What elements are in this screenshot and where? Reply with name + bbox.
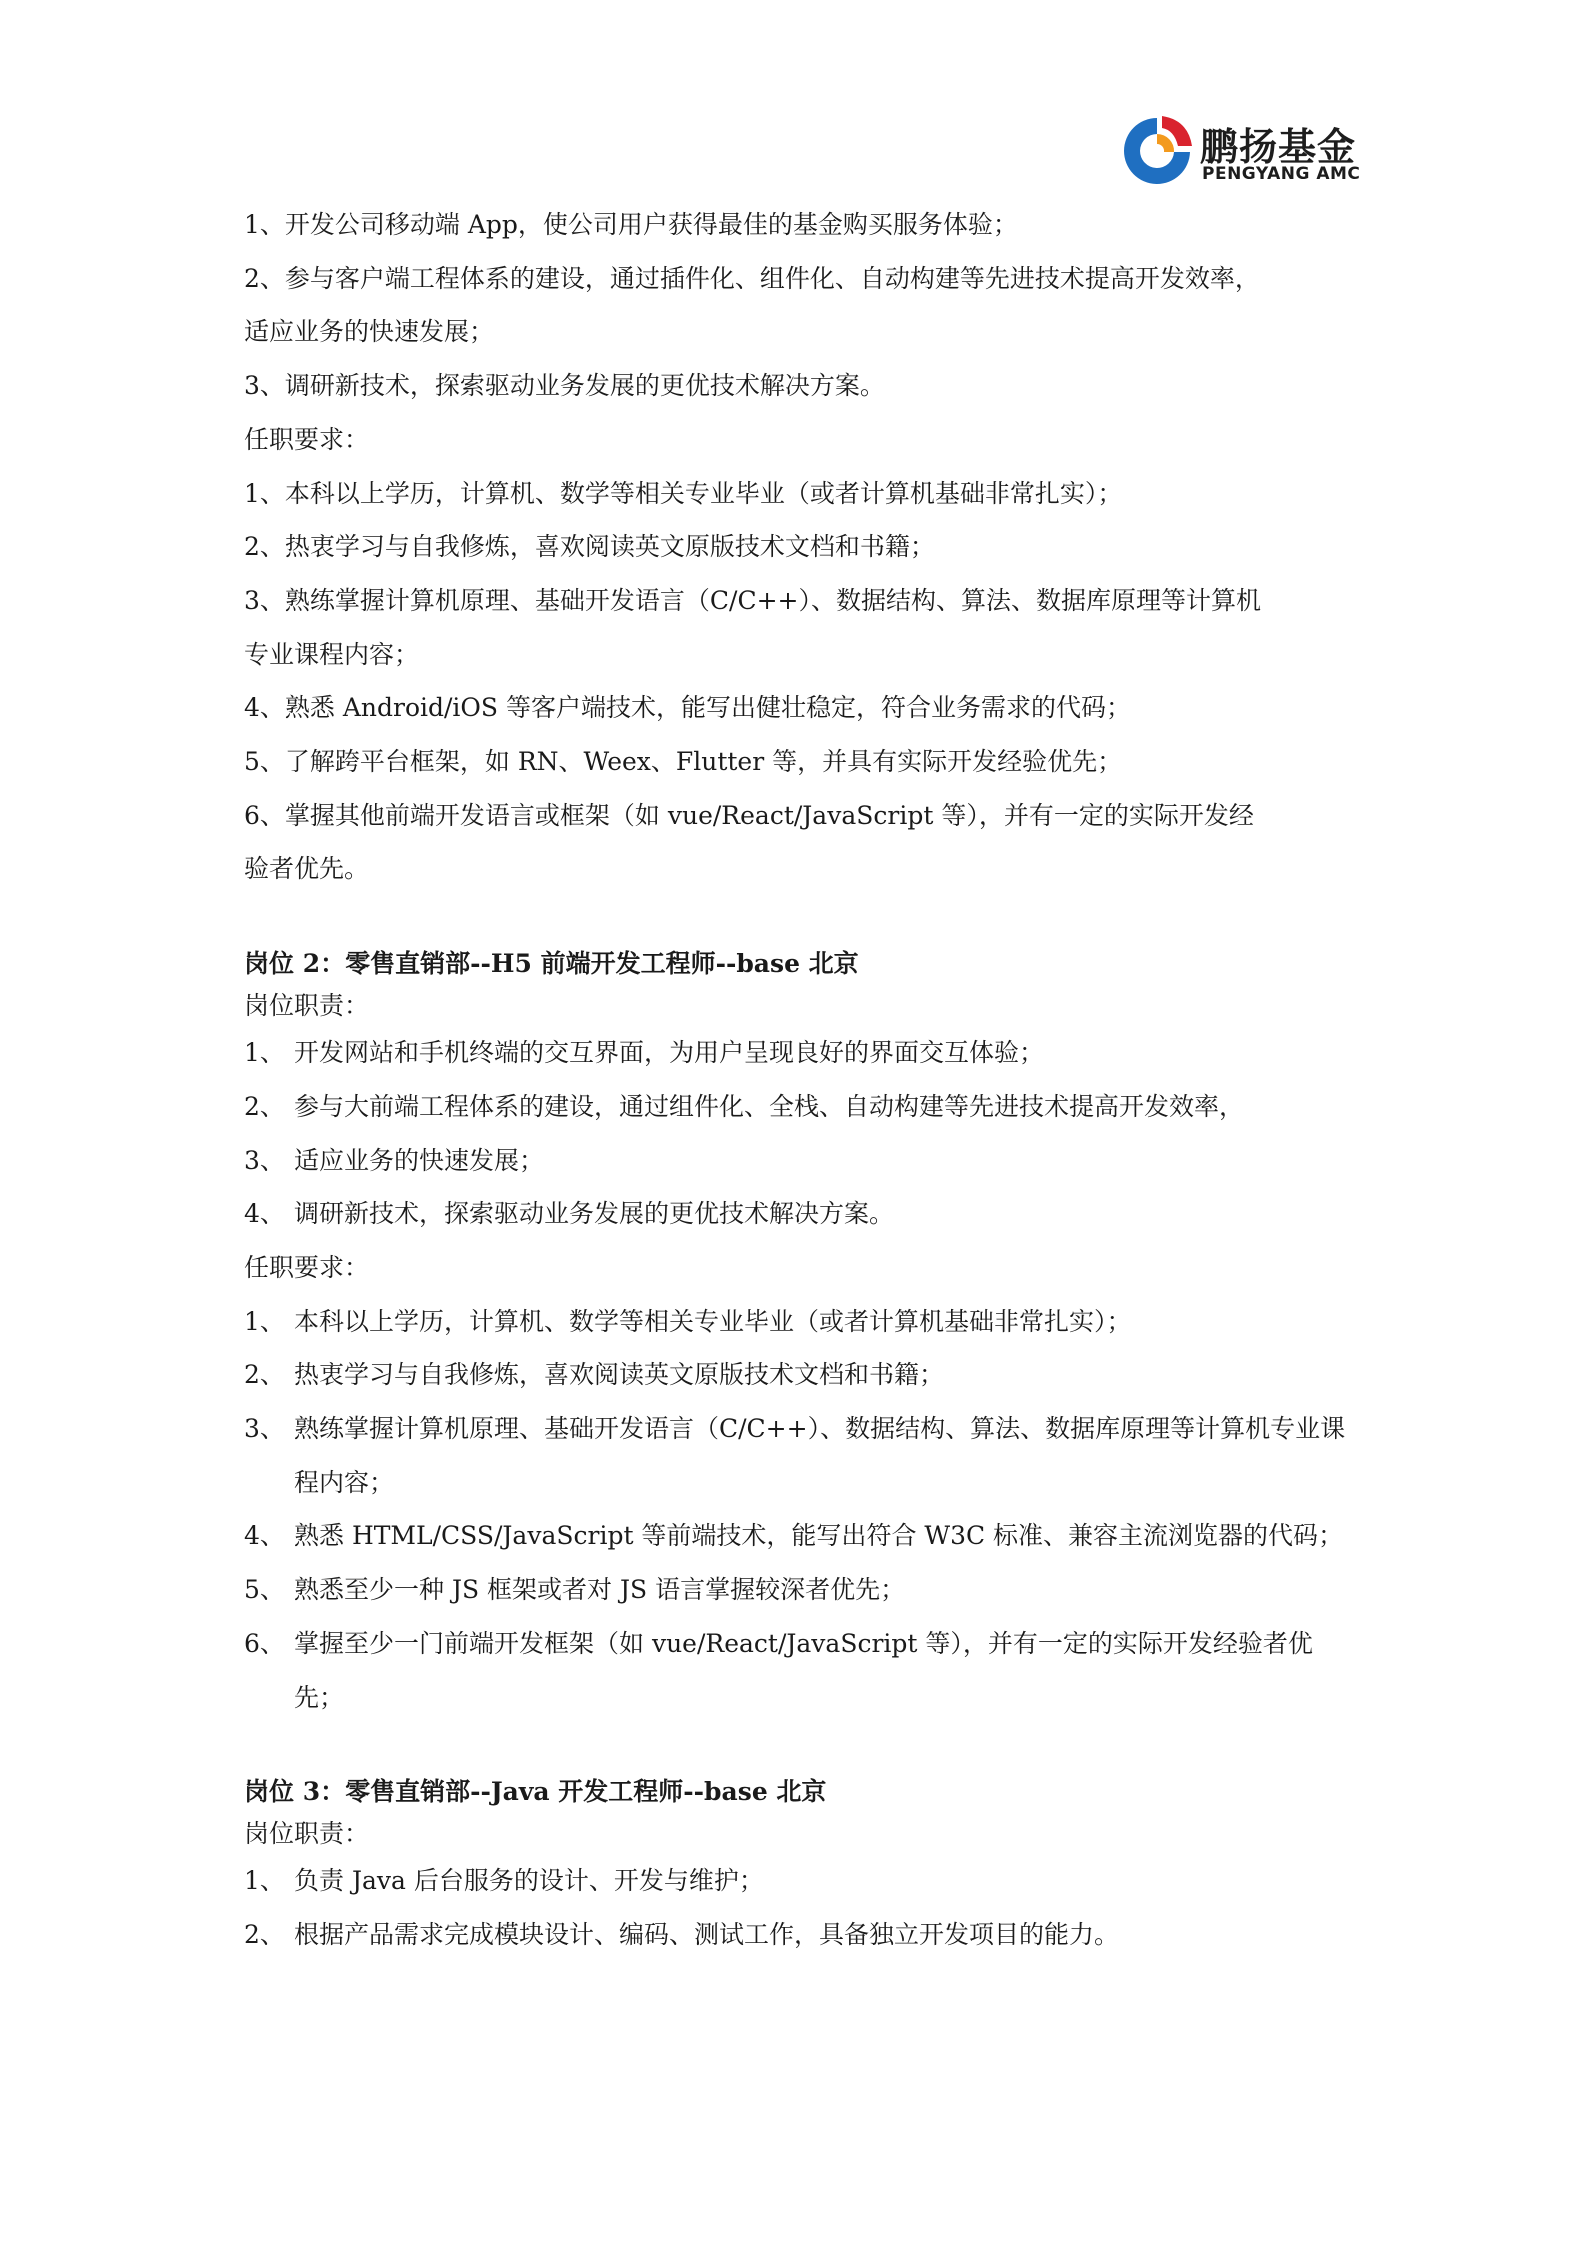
requirements-title: 任职要求： (244, 1252, 370, 1282)
duty-line: 1、开发公司移动端 App，使公司用户获得最佳的基金购买服务体验； (244, 210, 1018, 239)
list-item: 2、 参与大前端工程体系的建设，通过组件化、全栈、自动构建等先进技术提高开发效率， (244, 1091, 1245, 1121)
list-item: 4、 熟悉 HTML/CSS/JavaScript 等前端技术，能写出符合 W3C 标准、兼容主流浏览器的代码； (244, 1521, 1344, 1551)
list-item: 3、 熟练掌握计算机原理、基础开发语言（C/C++）、数据结构、算法、数据库原理等计算机专业课程内容； (244, 1414, 1346, 1497)
list-item: 5、 熟悉至少一种 JS 框架或者对 JS 语言掌握较深者优先； (244, 1575, 906, 1605)
list-item: 1、 负责 Java 后台服务的设计、开发与维护； (244, 1866, 764, 1896)
list-item: 2、 根据产品需求完成模块设计、编码、测试工作，具备独立开发项目的能力。 (244, 1919, 1120, 1949)
job-title: 岗位 3：零售直销部--Java 开发工程师--base 北京 (244, 1777, 827, 1807)
requirement-line: 验者优先。 (244, 854, 370, 884)
document-body (244, 198, 1354, 1962)
requirement-line: 5、了解跨平台框架，如 RN、Weex、Flutter 等，并具有实际开发经验优先； (244, 747, 1123, 777)
logo-name-en: PENGYANG AMC (1202, 164, 1361, 184)
logo-name-cn: 鹏扬基金 (1200, 125, 1357, 169)
duty-line: 适应业务的快速发展； (244, 317, 495, 347)
duty-line: 2、参与客户端工程体系的建设，通过插件化、组件化、自动构建等先进技术提高开发效率， (244, 263, 1260, 293)
list-item: 1、 开发网站和手机终端的交互界面，为用户呈现良好的界面交互体验； (244, 1038, 1045, 1068)
pengyang-swirl-icon (1118, 112, 1196, 188)
list-item: 1、 本科以上学历，计算机、数学等相关专业毕业（或者计算机基础非常扎实）； (244, 1306, 1132, 1336)
requirement-line: 专业课程内容； (244, 639, 420, 669)
requirement-line: 1、本科以上学历，计算机、数学等相关专业毕业（或者计算机基础非常扎实）； (244, 478, 1123, 508)
requirements-title: 任职要求： (244, 424, 370, 454)
requirement-line: 3、熟练掌握计算机原理、基础开发语言（C/C++）、数据结构、算法、数据库原理等计算机 (244, 585, 1261, 615)
list-item: 3、 适应业务的快速发展； (244, 1145, 545, 1175)
section-1 (244, 198, 1354, 896)
list-item: 4、 调研新技术，探索驱动业务发展的更优技术解决方案。 (244, 1199, 895, 1229)
duty-line: 3、调研新技术，探索驱动业务发展的更优技术解决方案。 (244, 371, 885, 401)
section-2 (244, 942, 1354, 1724)
section-3 (244, 1770, 1354, 1961)
company-logo (1118, 112, 1361, 192)
requirement-line: 2、热衷学习与自我修炼，喜欢阅读英文原版技术文档和书籍； (244, 532, 935, 562)
list-item: 2、 热衷学习与自我修炼，喜欢阅读英文原版技术文档和书籍； (244, 1360, 945, 1390)
duties-title: 岗位职责： (244, 1819, 370, 1849)
requirement-line: 4、熟悉 Android/iOS 等客户端技术，能写出健壮稳定，符合业务需求的代码； (244, 693, 1132, 723)
duties-title: 岗位职责： (244, 991, 370, 1021)
job-title: 岗位 2：零售直销部--H5 前端开发工程师--base 北京 (244, 949, 859, 979)
list-item: 6、 掌握至少一门前端开发框架（如 vue/React/JavaScript 等），并有一定的实际开发经验者优先； (244, 1628, 1313, 1712)
requirement-line: 6、掌握其他前端开发语言或框架（如 vue/React/JavaScript 等），并有一定的实际开发经 (244, 800, 1254, 830)
